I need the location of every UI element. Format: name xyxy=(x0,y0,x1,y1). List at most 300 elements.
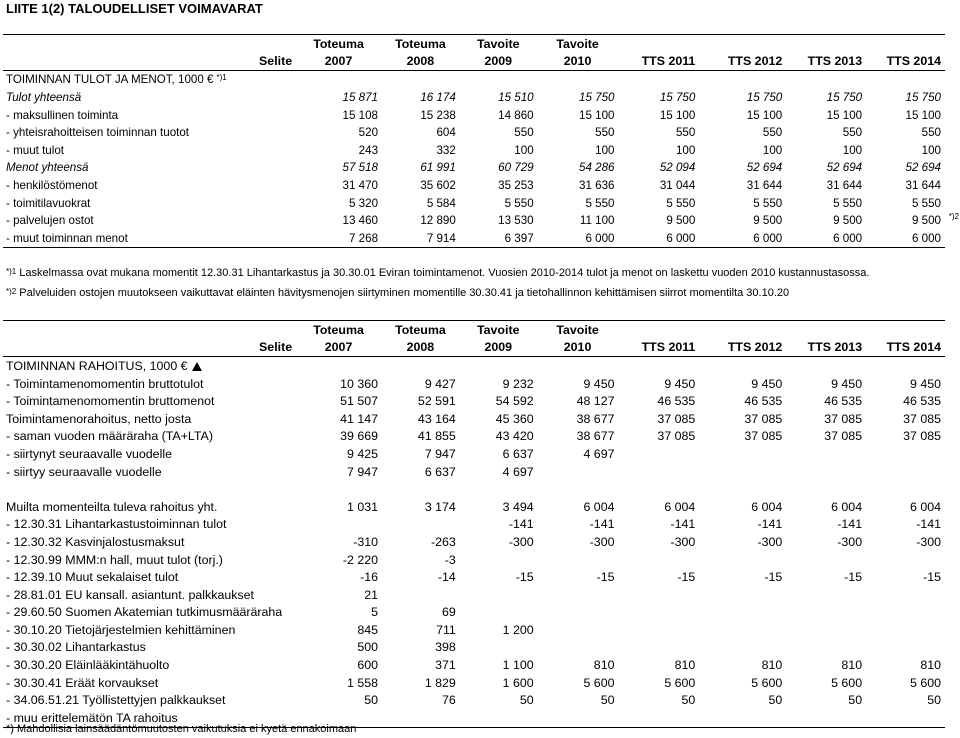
table-row xyxy=(3,428,945,446)
row-value: 15 510 xyxy=(498,91,534,105)
section-row xyxy=(3,357,945,375)
row-value: 3 494 xyxy=(502,499,534,514)
header-col-type: Toteuma xyxy=(296,321,382,339)
row-value: 15 100 xyxy=(579,108,615,122)
table-row xyxy=(3,586,945,604)
header-col-type xyxy=(786,321,866,339)
row-value xyxy=(618,463,699,481)
row-value xyxy=(460,586,538,604)
row-value: 46 535 xyxy=(744,394,783,409)
row-value xyxy=(460,639,538,657)
section-title xyxy=(3,71,945,89)
row-value: 5 600 xyxy=(583,675,615,690)
row-value: 7 947 xyxy=(347,464,379,479)
row-value: 500 xyxy=(357,640,379,655)
row-value: 5 550 xyxy=(911,196,941,210)
row-value: 14 860 xyxy=(498,108,534,122)
footnote-mark: *)1 xyxy=(6,267,17,276)
header-col-year: TTS 2013 xyxy=(786,53,866,71)
header-col-year: TTS 2014 xyxy=(866,339,945,357)
row-label: - muut toiminnan menot xyxy=(3,230,296,248)
row-value: 5 xyxy=(371,605,379,620)
row-value xyxy=(296,516,382,534)
table-row xyxy=(3,691,945,709)
row-value xyxy=(618,551,699,569)
row-value: 54 286 xyxy=(579,161,615,175)
row-value xyxy=(866,445,945,463)
header-selite: Selite xyxy=(3,53,296,71)
row-value: 550 xyxy=(595,126,615,140)
row-value: 15 871 xyxy=(342,91,379,105)
row-value: 15 238 xyxy=(420,108,456,122)
table-row xyxy=(3,621,945,639)
table-row xyxy=(3,375,945,393)
row-value: 100 xyxy=(675,143,696,157)
row-label: - 12.39.10 Muut sekalaiset tulot xyxy=(6,570,179,585)
row-value: -300 xyxy=(916,534,941,549)
table-row xyxy=(3,410,945,428)
row-label: - 28.81.01 EU kansall. asiantunt. palkkaukset xyxy=(6,587,254,602)
row-value: 1 200 xyxy=(502,622,534,637)
row-value xyxy=(866,709,945,727)
header-col-year: 2007 xyxy=(296,53,382,71)
header-spacer xyxy=(3,35,296,53)
row-value: 52 094 xyxy=(659,161,696,175)
row-value: 550 xyxy=(842,126,863,140)
row-value: -300 xyxy=(837,534,863,549)
row-value: 15 100 xyxy=(905,108,941,122)
row-value xyxy=(866,604,945,622)
row-label xyxy=(3,480,296,498)
row-value: 100 xyxy=(842,143,863,157)
row-value: 9 450 xyxy=(583,376,615,391)
row-value: 31 644 xyxy=(826,179,863,193)
row-value: 9 232 xyxy=(502,376,534,391)
row-value: 9 450 xyxy=(831,376,863,391)
row-value xyxy=(460,604,538,622)
row-value xyxy=(699,709,786,727)
row-value xyxy=(699,480,786,498)
row-value xyxy=(618,639,699,657)
row-value: 60 729 xyxy=(498,161,534,175)
row-value xyxy=(786,586,866,604)
row-value xyxy=(866,551,945,569)
row-value: 100 xyxy=(762,143,783,157)
row-label: - Toimintamenomomentin bruttotulot xyxy=(6,376,204,391)
row-value: -15 xyxy=(596,570,615,585)
row-value: 810 xyxy=(674,658,696,673)
row-value: -141 xyxy=(757,517,783,532)
row-value: -300 xyxy=(589,534,615,549)
row-value: 550 xyxy=(762,126,783,140)
section-row xyxy=(3,71,945,89)
row-value: 550 xyxy=(921,126,941,140)
row-value xyxy=(699,463,786,481)
row-value: 810 xyxy=(920,658,941,673)
header-col-type: Toteuma xyxy=(296,35,382,53)
row-value: 6 000 xyxy=(699,230,786,248)
row-label: - saman vuoden määräraha (TA+LTA) xyxy=(6,429,213,444)
table-row xyxy=(3,124,945,142)
row-value: 4 697 xyxy=(502,464,534,479)
header-col-type: Tavoite xyxy=(538,321,619,339)
section-footnote-mark: *)1 xyxy=(216,73,227,83)
row-value: 15 100 xyxy=(746,108,783,122)
row-value xyxy=(786,604,866,622)
table-row xyxy=(3,568,945,586)
row-value: 5 600 xyxy=(909,675,941,690)
row-value: 5 584 xyxy=(426,196,456,210)
row-value xyxy=(699,604,786,622)
section-label: TOIMINNAN RAHOITUS, 1000 € xyxy=(6,358,188,373)
row-value: 1 031 xyxy=(347,499,379,514)
row-value: -300 xyxy=(508,534,534,549)
row-value: -15 xyxy=(515,570,534,585)
row-value: 50 xyxy=(364,693,379,708)
row-value: 16 174 xyxy=(420,91,456,105)
row-value: 13 530 xyxy=(498,214,534,228)
row-value: 5 550 xyxy=(504,196,534,210)
row-value: 4 697 xyxy=(583,446,615,461)
table-row xyxy=(3,674,945,692)
row-value: 37 085 xyxy=(744,429,783,444)
footnote-text: Palveluiden ostojen muutokseen vaikuttavat eläinten hävitysmenojen siirtyminen momentille 30.30.41 ja tietohallinnon kehittämisen siirrot momentilta 30.10.20 xyxy=(19,287,790,299)
row-value xyxy=(866,463,945,481)
row-value xyxy=(618,604,699,622)
table-row xyxy=(3,463,945,481)
header-col-type: Tavoite xyxy=(460,321,538,339)
row-value: 243 xyxy=(358,143,379,157)
header-col-year: TTS 2012 xyxy=(699,339,786,357)
table-row xyxy=(3,445,945,463)
row-label: - siirtyy seuraavalle vuodelle xyxy=(6,464,162,479)
row-value: 61 991 xyxy=(420,161,456,175)
row-value xyxy=(786,639,866,657)
row-value: 57 518 xyxy=(342,161,379,175)
header-col-type xyxy=(699,35,786,53)
table-row xyxy=(3,159,945,177)
row-value: 9 500 xyxy=(833,214,863,228)
table-row xyxy=(3,230,945,248)
row-value: 50 xyxy=(768,693,783,708)
row-label: - yhteisrahoitteisen toiminnan tuotot xyxy=(6,126,190,140)
row-value: 52 694 xyxy=(826,161,863,175)
header-row-top xyxy=(3,321,945,339)
row-value: -300 xyxy=(670,534,696,549)
row-value xyxy=(786,463,866,481)
row-value xyxy=(538,621,619,639)
row-value: 69 xyxy=(442,605,456,620)
row-value xyxy=(699,445,786,463)
row-value: 5 600 xyxy=(664,675,696,690)
row-value: 7 947 xyxy=(424,446,456,461)
row-label: - 12.30.99 MMM:n hall, muut tulot (torj.) xyxy=(6,552,223,567)
row-value: 845 xyxy=(357,622,379,637)
row-value: 6 000 xyxy=(618,230,699,248)
header-col-year: 2010 xyxy=(538,53,619,71)
row-value: 9 427 xyxy=(424,376,456,391)
row-value: -141 xyxy=(916,517,941,532)
header-col-year: 2008 xyxy=(382,339,460,357)
row-value: 37 085 xyxy=(744,411,783,426)
row-value: -263 xyxy=(431,534,456,549)
header-col-year: TTS 2011 xyxy=(618,53,699,71)
row-value xyxy=(618,709,699,727)
header-spacer xyxy=(3,321,296,339)
row-value xyxy=(699,639,786,657)
row-value: 43 164 xyxy=(417,411,456,426)
row-value: -15 xyxy=(677,570,696,585)
row-value: 13 460 xyxy=(342,214,379,228)
row-value: 46 535 xyxy=(903,394,941,409)
header-col-year: TTS 2012 xyxy=(699,53,786,71)
row-value: 332 xyxy=(436,143,456,157)
row-value: 12 890 xyxy=(420,214,456,228)
row-value: 6 637 xyxy=(424,464,456,479)
table-row xyxy=(3,498,945,516)
header-col-type xyxy=(618,35,699,53)
row-value xyxy=(460,480,538,498)
row-value: 48 127 xyxy=(576,394,615,409)
row-value: 100 xyxy=(595,143,615,157)
header-col-year: 2010 xyxy=(538,339,619,357)
table-toiminnan-tulot xyxy=(3,34,959,248)
header-col-type xyxy=(786,35,866,53)
row-value: 50 xyxy=(600,693,615,708)
table-row xyxy=(3,639,945,657)
row-value xyxy=(786,480,866,498)
row-value: 76 xyxy=(442,693,456,708)
row-value: 43 420 xyxy=(495,429,534,444)
row-value xyxy=(538,604,619,622)
row-value: 7 268 xyxy=(296,230,382,248)
table-toiminnan-rahoitus xyxy=(3,320,945,728)
row-value xyxy=(786,709,866,727)
row-value: 100 xyxy=(514,143,534,157)
row-value xyxy=(538,709,619,727)
row-value: 9 500 xyxy=(911,214,941,228)
row-value: 41 147 xyxy=(340,411,379,426)
header-col-type xyxy=(866,321,945,339)
row-value: 46 535 xyxy=(824,394,863,409)
table-row xyxy=(3,106,945,124)
row-value: 31 636 xyxy=(579,179,615,193)
row-value: 100 xyxy=(921,143,941,157)
section-title xyxy=(3,357,945,375)
row-value xyxy=(538,480,619,498)
row-value: 31 044 xyxy=(659,179,696,193)
row-value: 52 694 xyxy=(905,161,941,175)
header-col-year: TTS 2013 xyxy=(786,339,866,357)
row-value xyxy=(699,621,786,639)
row-label: - palvelujen ostot xyxy=(6,214,94,228)
row-value xyxy=(866,621,945,639)
row-value: 50 xyxy=(848,693,863,708)
table-row xyxy=(3,480,945,498)
row-value: 45 360 xyxy=(495,411,534,426)
row-value: 50 xyxy=(681,693,696,708)
row-value xyxy=(786,445,866,463)
table-row xyxy=(3,142,945,160)
row-value: 31 644 xyxy=(905,179,941,193)
row-label: - siirtynyt seuraavalle vuodelle xyxy=(6,446,172,461)
row-value: 5 600 xyxy=(751,675,783,690)
row-value: 37 085 xyxy=(657,429,696,444)
row-value: 37 085 xyxy=(824,411,863,426)
row-label: Toimintamenorahoitus, netto josta xyxy=(6,411,192,426)
row-label: - Toimintamenomomentin bruttomenot xyxy=(6,394,215,409)
row-label: - 30.30.02 Lihantarkastus xyxy=(6,640,146,655)
row-value: 810 xyxy=(841,658,863,673)
row-label: - toimitilavuokrat xyxy=(6,196,91,210)
row-value: 6 004 xyxy=(664,499,696,514)
row-value: 5 550 xyxy=(585,196,615,210)
row-value: 711 xyxy=(436,622,456,637)
row-value: 41 855 xyxy=(417,429,456,444)
row-value: 5 550 xyxy=(753,196,783,210)
row-value: 6 637 xyxy=(502,446,534,461)
row-value: 6 397 xyxy=(460,230,538,248)
row-value: 46 535 xyxy=(657,394,696,409)
row-value: 15 108 xyxy=(342,108,379,122)
table-row xyxy=(3,212,945,230)
row-value: -141 xyxy=(670,517,696,532)
row-value: 600 xyxy=(357,658,379,673)
row-value: 11 100 xyxy=(579,214,615,228)
row-value xyxy=(699,586,786,604)
header-col-type xyxy=(618,321,699,339)
header-col-year: TTS 2014 xyxy=(866,53,945,71)
row-value: -15 xyxy=(844,570,863,585)
row-value xyxy=(538,551,619,569)
table-row xyxy=(3,177,945,195)
section-label: TOIMINNAN TULOT JA MENOT, 1000 € xyxy=(6,73,214,87)
row-value xyxy=(538,586,619,604)
row-value: 15 100 xyxy=(826,108,863,122)
row-value xyxy=(866,211,959,230)
row-value: 9 425 xyxy=(347,446,379,461)
footnote-text: Laskelmassa ovat mukana momentit 12.30.31 Lihantarkastus ja 30.30.01 Eviran toimintamenot. Vuosien 2010-2014 tulot ja menot on laskettu vuoden 2010 kustannustasossa. xyxy=(19,267,870,279)
table-row xyxy=(3,194,945,212)
row-value: 9 450 xyxy=(664,376,696,391)
row-value xyxy=(382,586,460,604)
row-value: 51 507 xyxy=(340,394,379,409)
row-value: 15 100 xyxy=(659,108,696,122)
row-value: 6 004 xyxy=(909,499,941,514)
row-value: 9 500 xyxy=(753,214,783,228)
table-row xyxy=(3,533,945,551)
row-label: - 30.30.41 Eräät korvaukset xyxy=(6,675,159,690)
row-value: 15 750 xyxy=(579,91,615,105)
row-value: 371 xyxy=(435,658,456,673)
row-value: 52 694 xyxy=(746,161,783,175)
row-label: - muut tulot xyxy=(6,143,64,157)
header-col-year: 2007 xyxy=(296,339,382,357)
table-row xyxy=(3,392,945,410)
header-col-year: 2009 xyxy=(460,339,538,357)
row-value: -141 xyxy=(589,517,615,532)
row-value xyxy=(866,639,945,657)
row-label: - maksullinen toiminta xyxy=(6,108,119,122)
row-value: 520 xyxy=(358,126,379,140)
row-value: 550 xyxy=(514,126,534,140)
row-value: 5 600 xyxy=(831,675,863,690)
header-col-year: TTS 2011 xyxy=(618,339,699,357)
row-value: 6 004 xyxy=(831,499,863,514)
row-value: 21 xyxy=(364,587,379,602)
row-value: 810 xyxy=(761,658,783,673)
row-value: 35 602 xyxy=(420,179,456,193)
row-value: 10 360 xyxy=(340,376,379,391)
row-label: - 30.10.20 Tietojärjestelmien kehittäminen xyxy=(6,622,236,637)
row-value: 37 085 xyxy=(657,411,696,426)
row-label: Muilta momenteilta tuleva rahoitus yht. xyxy=(6,499,218,514)
table-row xyxy=(3,516,945,534)
row-value: -141 xyxy=(837,517,863,532)
row-value xyxy=(618,621,699,639)
row-value: 52 591 xyxy=(417,394,456,409)
row-value xyxy=(786,621,866,639)
row-value xyxy=(296,480,382,498)
row-value: -300 xyxy=(757,534,783,549)
row-value: 15 750 xyxy=(746,91,783,105)
triangle-marker-icon xyxy=(192,362,202,371)
row-value: 38 677 xyxy=(576,429,615,444)
row-value xyxy=(460,551,538,569)
row-value: 6 000 xyxy=(786,230,866,248)
row-value: 6 004 xyxy=(751,499,783,514)
footnote-2 xyxy=(6,287,789,299)
row-value xyxy=(786,551,866,569)
row-value xyxy=(460,709,538,727)
row-value: 50 xyxy=(927,693,941,708)
row-value: 5 550 xyxy=(833,196,863,210)
row-value: 1 829 xyxy=(424,675,456,690)
row-value: 1 600 xyxy=(502,675,534,690)
row-value xyxy=(866,586,945,604)
row-value xyxy=(382,516,460,534)
row-value: 604 xyxy=(436,126,456,140)
row-value: 6 000 xyxy=(538,230,619,248)
row-value: 39 669 xyxy=(340,429,379,444)
row-value xyxy=(618,586,699,604)
row-value: 35 253 xyxy=(498,179,534,193)
row-label: Tulot yhteensä xyxy=(6,91,82,105)
row-value xyxy=(699,551,786,569)
row-label: - 34.06.51.21 Työllistettyjen palkkaukset xyxy=(6,693,226,708)
header-col-type: Toteuma xyxy=(382,321,460,339)
row-label: - 30.30.20 Eläinlääkintähuolto xyxy=(6,658,170,673)
row-label: - muu erittelemätön TA rahoitus xyxy=(3,709,296,727)
row-value: 6 004 xyxy=(583,499,615,514)
row-value: 6 000 xyxy=(866,230,945,248)
row-value: 9 450 xyxy=(751,376,783,391)
header-col-type: Tavoite xyxy=(538,35,619,53)
row-value: 9 450 xyxy=(909,376,941,391)
footnote-mark: *)2 xyxy=(6,287,17,296)
row-value: -14 xyxy=(437,570,456,585)
row-value: 550 xyxy=(675,126,696,140)
row-value xyxy=(538,463,619,481)
header-col-type xyxy=(866,35,945,53)
row-value: 15 750 xyxy=(905,91,941,105)
row-value: 31 644 xyxy=(746,179,783,193)
header-col-type xyxy=(699,321,786,339)
header-col-year: 2008 xyxy=(382,53,460,71)
table-row xyxy=(3,89,945,107)
row-value: 5 320 xyxy=(349,196,379,210)
table-row xyxy=(3,551,945,569)
